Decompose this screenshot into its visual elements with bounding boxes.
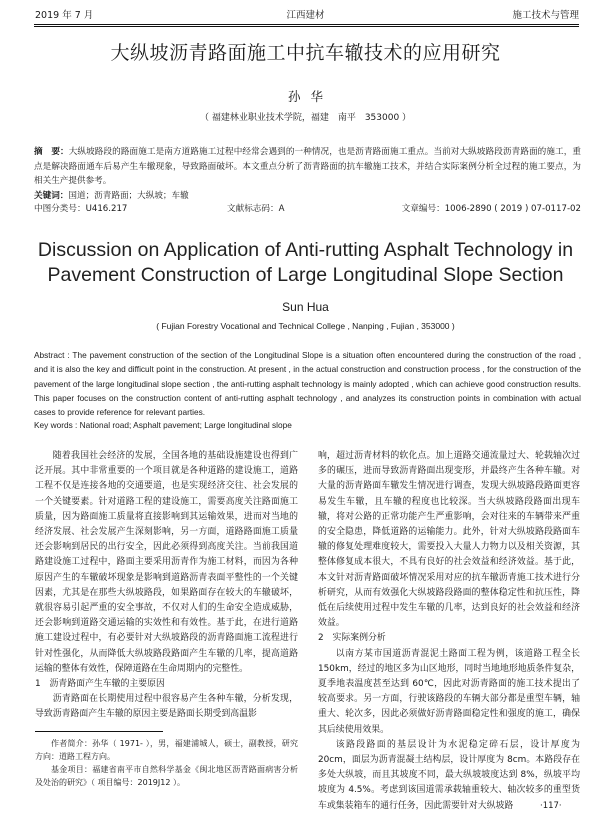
cn-abstract-text: 大纵坡路段的路面施工是南方道路施工过程中经常会遇到的一种情况，也是沥青路面施工重点。当前对大纵坡路段沥青路面的施工，重点是解决路面通车后易产生车辙现象，导致路面破坏。本文重点分析了沥青路面的抗车辙施工技术，并结合实际案例分析全过程的施工要点，为相关生产提供参考。 <box>34 147 581 186</box>
cn-abstract <box>34 145 581 203</box>
en-keywords-text: National road; Asphalt pavement; Large longitudinal slope <box>77 420 292 430</box>
body-paragraph: 响，超过沥青材料的软化点。加上道路交通流量过大、轮载轴次过多的碾压，进而导致沥青路面出现变形，并最终产生各种车辙。对大量的沥青路面车辙发生情况进行调查，发现大纵坡路段路面更容易发生车辙，且车辙的程度也比较深。当大纵坡路段路面出现车辙，将对公路的正常功能产生严重影响，会对往来的车辆带来严重的安全隐患，降低道路的运输能力。此外，针对大纵坡路段路面车辙的修复处理难度较大，需要投入大量人力物力以及相关资源，其整体修复成本很大，不具有良好的社会效益和经济效益。基于此，本文针对沥青路面破坏情况采用对应的抗车辙沥青施工技术进行分析研究，从而有效强化大纵坡路段路面的整体稳定性和抗压性，降低在后续使用过程中发生车辙的几率，达到良好的社会效益和经济效益。 <box>318 451 580 629</box>
en-keywords-label: Key words : <box>34 420 78 430</box>
cn-abstract-label: 摘 要： <box>34 147 69 157</box>
header-journal: 江西建材 <box>286 10 325 21</box>
cn-affiliation: （ 福建林业职业技术学院，福建 南平 353000 ） <box>199 113 412 123</box>
body-paragraph: 以南方某市国道沥青混泥土路面工程为例，该道路工程全长 150km，经过的地区多为山区地形，同时当地地形地质条件复杂，夏季地表温度甚至达到 60℃，因此对沥青路面的施工技术提出了较高要求。另一方面，行驶该路段的车辆大部分都是重型车辆，轴重大、轮次多，因此必须做好沥青路面稳定性和强度的施工，确保其后续使用效果。 <box>318 648 580 735</box>
footnote-rule <box>35 731 163 732</box>
cn-author: 孙华 <box>287 89 333 104</box>
section-heading: 1 沥青路面产生车辙的主要原因 <box>35 679 165 690</box>
en-abstract-label: Abstract : <box>34 350 70 360</box>
en-affiliation: ( Fujian Forestry Vocational and Technical College , Nanping , Fujian , 353000 ) <box>156 321 455 331</box>
body-paragraph: 随着我国社会经济的发展，全国各地的基础设施建设也得到广泛开展。其中非常重要的一个项目就是各种道路的建设施工，道路工程不仅是连接各地的交通要道，也是实现经济交往、社会发展的一个关键要素。针对道路工程的建设施工，需要高度关注路面施工质量，因为路面施工质量将直接影响到其运输效果，进而对当地的经济发展、社会发展产生深刻影响，另一方面，道路路面施工质量还会影响到居民的出行安全，因此必须得到高度关注。当前我国道路建设施工过程中，路面主要采用沥青作为施工材料，而因为各种原因产生的车辙破坏现象是影响到道路沥青表面平整性的一个关键因素，尤其是在那些大纵坡路段，如果路面存在较大的车辙破坏，就很容易引起严重的安全事故，不仅对人们的生命安全造成威胁，还会影响到道路交通运输的实效性和有效性。基于此，在进行道路施工建设过程中，有必要针对大纵坡路段的沥青路面施工流程进行针对性强化，从而降低大纵坡路段路面产生车辙的几率，提高道路运输的整体有效性，保障道路在生命周期内的完整性。 <box>35 451 298 674</box>
en-abstract-text: The pavement construction of the section of the Longitudinal Slope is a situation often encountered during the construction of the road , and it is also the key and difficult point in the construction. At present , in the actual construction and construction process , for the construction of the pavement of the large longitudinal slope section , the anti-rutting asphalt technology is mainly adopted , which can achieve good construction results. This paper focuses on the construction content of anti-rutting asphalt technology , and analyzes its construction points in combination with actual cases to provide reference for relevant parties. <box>34 350 582 418</box>
header-date: 2019 年 7 月 <box>35 10 94 21</box>
header-rule <box>34 26 579 27</box>
doc-code: 文献标志码：A <box>227 204 285 214</box>
funding-note: 基金项目：福建省南平市自然科学基金《闽北地区沥青路面病害分析及处治的研究》（ 项目编号：2019J12 ）。 <box>35 765 298 787</box>
en-title-line1: Discussion on Application of Anti-rutting Asphalt Technology in <box>37 239 574 261</box>
section-heading: 2 实际案例分析 <box>318 633 386 644</box>
en-title <box>0 238 611 288</box>
cn-meta-row <box>34 203 581 215</box>
page-number: ·117· <box>540 801 562 811</box>
clc-number: 中图分类号：U416.217 <box>34 204 128 214</box>
body-paragraph: 沥青路面在长期使用过程中很容易产生各种车辙，分析发现，导致沥青路面产生车辙的原因主要是路面长期受到高温影 <box>35 694 298 720</box>
body-left-column <box>35 449 298 723</box>
en-abstract <box>34 348 581 419</box>
en-title-line2: Pavement Construction of Large Longitudinal Slope Section <box>47 264 564 286</box>
header-section: 施工技术与管理 <box>512 10 579 21</box>
en-keywords <box>34 419 581 431</box>
body-right-column <box>318 449 580 814</box>
body-paragraph: 该路段路面的基层设计为水泥稳定碎石层，设计厚度为 20cm，面层为沥青混凝土结构层，设计厚度为 8cm。本路段存在多处大纵坡，而且其坡度不同，最大纵坡坡度达到 8%，纵坡平均坡度为 4.5%。考虑到该国道需承载轴重较大、轴次较多的重型货车或集装箱车的通行任务，因此需要针对大纵坡路 <box>318 739 580 811</box>
cn-keywords-label: 关键词： <box>34 190 69 201</box>
en-author: Sun Hua <box>282 300 329 314</box>
header-rule <box>34 24 579 25</box>
cn-title: 大纵坡沥青路面施工中抗车辙技术的应用研究 <box>110 42 501 64</box>
footnotes <box>35 737 298 789</box>
cn-keywords-text: 国道；沥青路面；大纵坡；车辙 <box>68 190 189 201</box>
article-number: 文章编号：1006-2890 ( 2019 ) 07-0117-02 <box>401 204 581 214</box>
author-note: 作者简介：孙华（ 1971- ），男，福建浦城人，硕士，副教授，研究方向：道路工程方向。 <box>35 739 298 761</box>
